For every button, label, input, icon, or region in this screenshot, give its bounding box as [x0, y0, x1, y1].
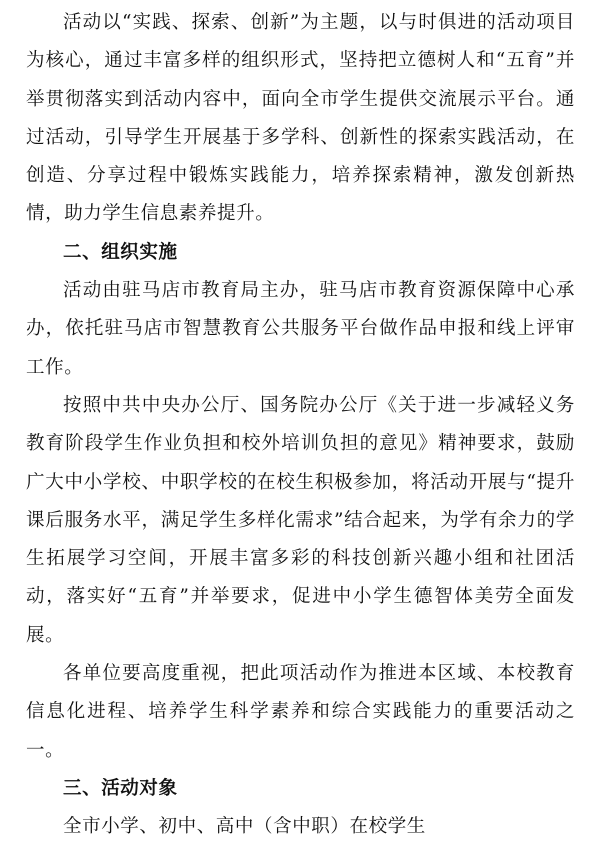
paragraph-organizer: 活动由驻马店市教育局主办，驻马店市教育资源保障中心承办，依托驻马店市智慧教育公共服务平台做作品申报和线上评审工作。	[26, 280, 575, 378]
section-heading-participants: 三、活动对象	[63, 777, 178, 799]
paragraph-activity-theme: 活动以“实践、探索、创新”为主题，以与时俱进的活动项目为核心，通过丰富多样的组织形式，坚持把立德树人和“五育”并举贯彻落实到活动内容中，面向全市学生提供交流展示平台。通过活动，引导学生开展基于多学科、创新性的探索实践活动，在创造、分享过程中锻炼实践能力，培养探索精神，激发创新热情，助力学生信息素养提升。	[26, 12, 575, 225]
paragraph-policy-requirements: 按照中共中央办公厅、国务院办公厅《关于进一步减轻义务教育阶段学生作业负担和校外培训负担的意见》精神要求，鼓励广大中小学校、中职学校的在校生积极参加，将活动开展与“提升课后服务水平，满足学生多样化需求”结合起来，为学有余力的学生拓展学习空间，开展丰富多彩的科技创新兴趣小组和社团活动，落实好“五育”并举要求，促进中小学生德智体美劳全面发展。	[26, 394, 575, 646]
section-heading-organization: 二、组织实施	[63, 241, 178, 263]
paragraph-participants: 全市小学、初中、高中（含中职）在校学生	[63, 816, 426, 838]
paragraph-unit-emphasis: 各单位要高度重视，把此项活动作为推进本区域、本校教育信息化进程、培养学生科学素养和综合实践能力的重要活动之一。	[26, 663, 575, 761]
